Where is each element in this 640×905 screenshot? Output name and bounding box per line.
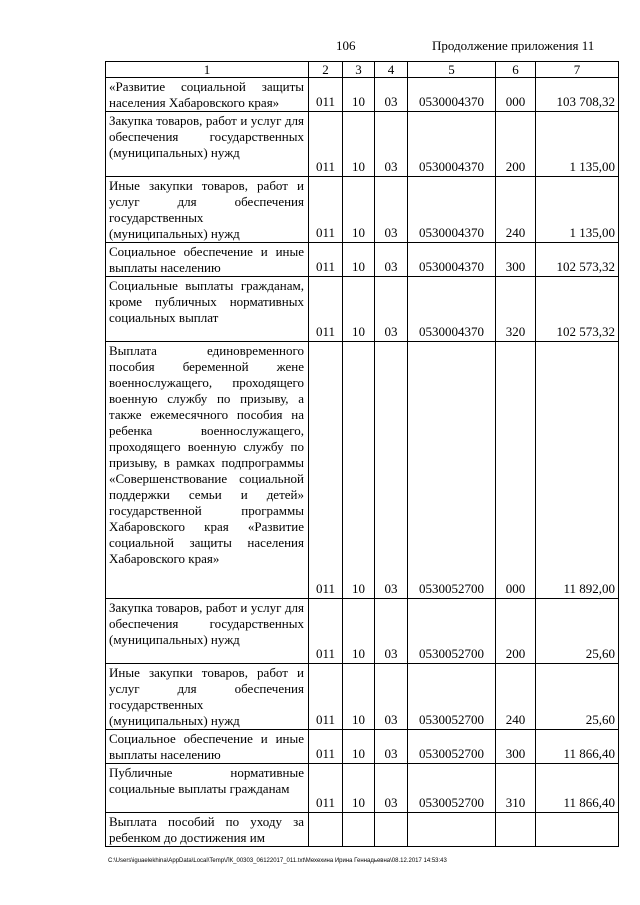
cell-amount: 25,60 xyxy=(536,664,619,730)
cell-expense-type: 000 xyxy=(496,342,536,599)
cell-expense-type: 240 xyxy=(496,177,536,243)
cell-amount: 102 573,32 xyxy=(536,277,619,342)
cell-expense-type: 200 xyxy=(496,112,536,177)
continuation-title: Продолжение приложения 11 xyxy=(432,38,595,53)
cell-target: 0530052700 xyxy=(408,342,496,599)
column-header: 5 xyxy=(408,62,496,78)
cell-ministry xyxy=(309,813,343,847)
cell-section: 10 xyxy=(343,664,375,730)
cell-expense-type: 200 xyxy=(496,599,536,664)
cell-amount: 1 135,00 xyxy=(536,177,619,243)
cell-target: 0530052700 xyxy=(408,730,496,764)
cell-amount xyxy=(536,813,619,847)
cell-amount: 11 866,40 xyxy=(536,730,619,764)
page-number: 106 xyxy=(336,38,356,53)
cell-section: 10 xyxy=(343,78,375,112)
cell-subsection xyxy=(375,813,408,847)
cell-ministry: 011 xyxy=(309,599,343,664)
cell-target: 0530004370 xyxy=(408,277,496,342)
cell-expense-type: 300 xyxy=(496,730,536,764)
cell-expense-type: 320 xyxy=(496,277,536,342)
cell-expense-type: 240 xyxy=(496,664,536,730)
table-row xyxy=(106,664,619,730)
cell-subsection: 03 xyxy=(375,764,408,813)
table-row xyxy=(106,599,619,664)
cell-amount: 102 573,32 xyxy=(536,243,619,277)
cell-target: 0530004370 xyxy=(408,112,496,177)
cell-subsection: 03 xyxy=(375,177,408,243)
cell-ministry: 011 xyxy=(309,243,343,277)
table-row xyxy=(106,277,619,342)
row-name: «Развитие социальной защиты населения Хабаровского края» xyxy=(106,78,309,112)
cell-ministry: 011 xyxy=(309,277,343,342)
row-name: Закупка товаров, работ и услуг для обеспечения государственных (муниципальных) нужд xyxy=(106,112,309,177)
cell-subsection: 03 xyxy=(375,599,408,664)
column-header: 3 xyxy=(343,62,375,78)
cell-section: 10 xyxy=(343,243,375,277)
cell-target xyxy=(408,813,496,847)
row-name: Выплата единовременного пособия беременной жене военнослужащего, проходящего военную службу по призыву, а также ежемесячного пособия на ребенка военнослужащего, проходящего военную службу по призыву, в рамках подпрограммы «Совершенствование социальной поддержки семьи и детей» государственной программы Хабаровского края «Развитие социальной защиты населения Хабаровского края» xyxy=(106,342,309,599)
cell-ministry: 011 xyxy=(309,764,343,813)
cell-amount: 11 866,40 xyxy=(536,764,619,813)
cell-subsection: 03 xyxy=(375,730,408,764)
cell-amount: 11 892,00 xyxy=(536,342,619,599)
cell-target: 0530052700 xyxy=(408,664,496,730)
table-header-row xyxy=(106,62,619,78)
cell-expense-type xyxy=(496,813,536,847)
cell-section: 10 xyxy=(343,112,375,177)
table-row xyxy=(106,813,619,847)
cell-amount: 25,60 xyxy=(536,599,619,664)
budget-table xyxy=(105,61,619,847)
column-header: 2 xyxy=(309,62,343,78)
cell-subsection: 03 xyxy=(375,78,408,112)
cell-subsection: 03 xyxy=(375,342,408,599)
cell-ministry: 011 xyxy=(309,664,343,730)
column-header: 6 xyxy=(496,62,536,78)
cell-expense-type: 310 xyxy=(496,764,536,813)
cell-section: 10 xyxy=(343,730,375,764)
cell-subsection: 03 xyxy=(375,112,408,177)
cell-section: 10 xyxy=(343,599,375,664)
column-header: 1 xyxy=(106,62,309,78)
cell-target: 0530004370 xyxy=(408,177,496,243)
cell-ministry: 011 xyxy=(309,730,343,764)
row-name: Иные закупки товаров, работ и услуг для обеспечения государственных (муниципальных) нужд xyxy=(106,664,309,730)
table-row xyxy=(106,112,619,177)
cell-subsection: 03 xyxy=(375,664,408,730)
table-row xyxy=(106,78,619,112)
cell-ministry: 011 xyxy=(309,177,343,243)
cell-target: 0530004370 xyxy=(408,243,496,277)
cell-subsection: 03 xyxy=(375,277,408,342)
cell-section: 10 xyxy=(343,764,375,813)
row-name: Социальное обеспечение и иные выплаты населению xyxy=(106,243,309,277)
cell-ministry: 011 xyxy=(309,342,343,599)
cell-subsection: 03 xyxy=(375,243,408,277)
row-name: Выплата пособий по уходу за ребенком до достижения им xyxy=(106,813,309,847)
cell-expense-type: 000 xyxy=(496,78,536,112)
row-name: Социальные выплаты гражданам, кроме публичных нормативных социальных выплат xyxy=(106,277,309,342)
cell-section: 10 xyxy=(343,342,375,599)
cell-target: 0530052700 xyxy=(408,599,496,664)
cell-target: 0530004370 xyxy=(408,78,496,112)
cell-section: 10 xyxy=(343,277,375,342)
table-row xyxy=(106,730,619,764)
cell-section xyxy=(343,813,375,847)
row-name: Публичные нормативные социальные выплаты гражданам xyxy=(106,764,309,813)
cell-target: 0530052700 xyxy=(408,764,496,813)
cell-amount: 1 135,00 xyxy=(536,112,619,177)
row-name: Закупка товаров, работ и услуг для обеспечения государственных (муниципальных) нужд xyxy=(106,599,309,664)
column-header: 4 xyxy=(375,62,408,78)
table-row xyxy=(106,342,619,599)
cell-ministry: 011 xyxy=(309,78,343,112)
cell-amount: 103 708,32 xyxy=(536,78,619,112)
table-row xyxy=(106,177,619,243)
row-name: Социальное обеспечение и иные выплаты населению xyxy=(106,730,309,764)
cell-section: 10 xyxy=(343,177,375,243)
file-path-footer: C:\Users\iguaelekhina\AppData\Local\Temp\ЛК_00303_06122017_011.txt\Мехехина Ирина Геннадьевна\08.12.2017 14:53:43 xyxy=(108,858,447,864)
column-header: 7 xyxy=(536,62,619,78)
row-name: Иные закупки товаров, работ и услуг для обеспечения государственных (муниципальных) нужд xyxy=(106,177,309,243)
table-row xyxy=(106,764,619,813)
table-row xyxy=(106,243,619,277)
cell-ministry: 011 xyxy=(309,112,343,177)
cell-expense-type: 300 xyxy=(496,243,536,277)
